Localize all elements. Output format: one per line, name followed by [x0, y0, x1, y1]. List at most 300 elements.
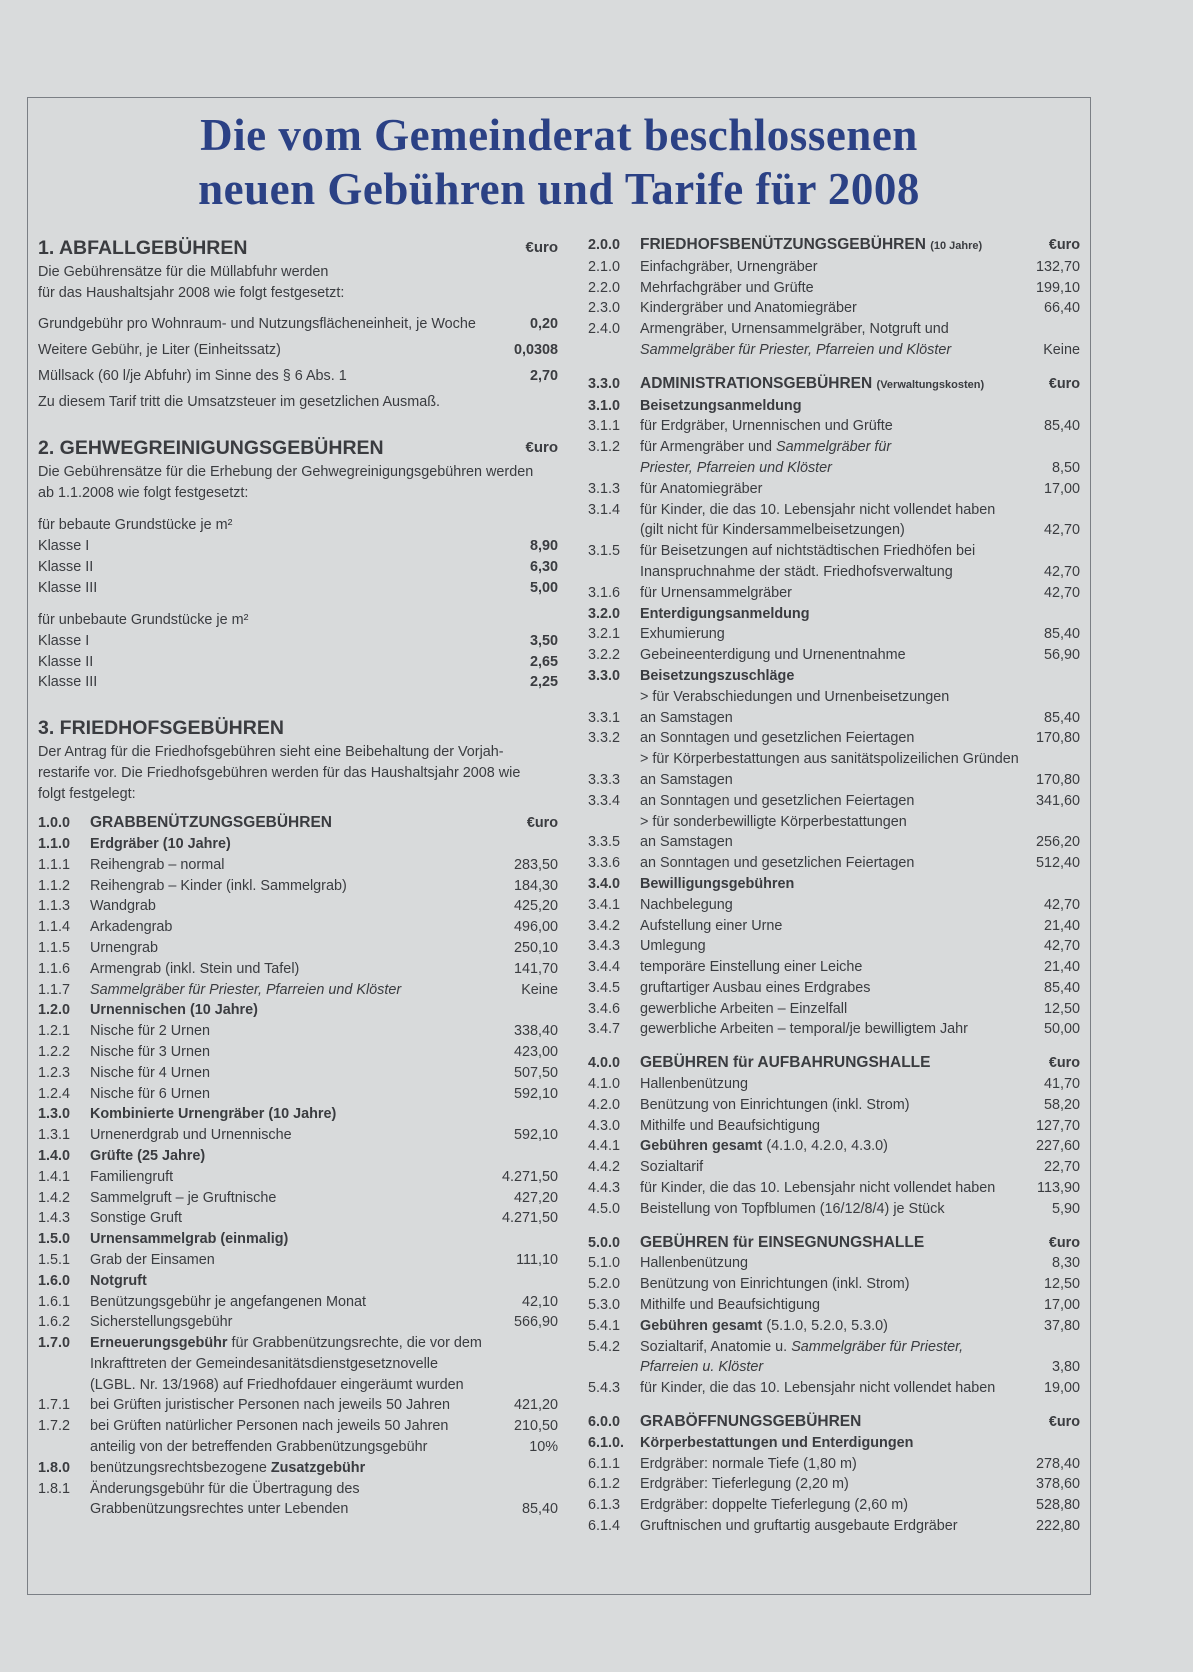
table-row	[38, 980, 558, 1001]
table-row	[588, 1495, 1080, 1516]
row-text	[640, 708, 1038, 729]
row-text-main: Reihengrab – normal	[90, 856, 225, 873]
row-text-main: gewerbliche Arbeiten – temporal/je bewilligtem Jahr	[640, 1021, 968, 1038]
table-row	[588, 936, 1080, 957]
row-text	[90, 876, 508, 897]
row-text	[640, 624, 1038, 645]
row-value: 283,50	[513, 856, 558, 873]
table-row	[38, 959, 558, 980]
table-row	[588, 1074, 1080, 1095]
row-value: 210,50	[513, 1418, 558, 1435]
row-number: 3.2.2	[588, 647, 621, 664]
row-text-bold: Gebühren gesamt	[640, 1317, 763, 1334]
section-1-intro-1: Die Gebührensätze für die Müllabfuhr werden	[38, 264, 329, 280]
row-text	[90, 1229, 552, 1250]
table-row	[588, 708, 1080, 729]
table-row	[38, 1208, 558, 1229]
bebaut-label: für bebaute Grundstücke je m²	[38, 517, 233, 534]
table-row	[38, 917, 558, 938]
unbebaut-label: für unbebaute Grundstücke je m²	[38, 611, 249, 628]
row-text-main: Benützung von Einrichtungen (inkl. Strom)	[640, 1096, 910, 1113]
table-row	[38, 1084, 558, 1105]
row-text-main: Nische für 4 Urnen	[90, 1064, 210, 1081]
row-value: 56,90	[1043, 647, 1080, 664]
row-text	[640, 1495, 1030, 1516]
row-text	[640, 458, 1046, 479]
section-3-intro-3: folgt festgelegt:	[38, 786, 136, 803]
table-row	[588, 1516, 1080, 1537]
table-row	[588, 437, 1080, 458]
table-section-heading	[588, 235, 1080, 257]
row-value: 222,80	[1035, 1518, 1080, 1535]
fee-label: Grundgebühr pro Wohnraum- und Nutzungsflächeneinheit, je Woche	[38, 316, 476, 332]
row-text	[640, 978, 1038, 999]
table-row	[588, 1295, 1080, 1316]
row-value: 85,40	[1043, 709, 1080, 726]
row-number: 3.1.3	[588, 480, 621, 497]
row-number: 3.3.6	[588, 855, 621, 872]
table-row	[588, 1378, 1080, 1399]
row-text	[90, 959, 508, 980]
table-row	[588, 1178, 1080, 1199]
row-text	[640, 936, 1038, 957]
row-number: 3.4.7	[588, 1021, 621, 1038]
row-text	[640, 1136, 1030, 1157]
row-text-main: für Kinder, die das 10. Lebensjahr nicht vollendet haben	[640, 1180, 996, 1197]
row-text	[640, 1433, 1074, 1454]
row-text-main: an Sonntagen und gesetzlichen Feiertagen	[640, 792, 915, 809]
table-row	[588, 1454, 1080, 1475]
row-value: 42,70	[1043, 938, 1080, 955]
table-row	[588, 1199, 1080, 1220]
row-text-main: Sammelgräber für Priester, Pfarreien und Klöster	[640, 341, 952, 358]
row-text-main: Sammelgruft – je Gruftnische	[90, 1189, 277, 1206]
row-text	[90, 1333, 552, 1354]
row-text	[640, 832, 1030, 853]
row-text-main: (5.1.0, 5.2.0, 5.3.0)	[762, 1317, 888, 1334]
row-number: 6.1.0.	[588, 1434, 625, 1451]
row-value: 21,40	[1043, 917, 1080, 934]
table-row	[588, 458, 1080, 479]
row-text-main: Armengrab (inkl. Stein und Tafel)	[90, 960, 300, 977]
row-text	[90, 1000, 552, 1021]
table-row	[38, 1229, 558, 1250]
row-number: 1.4.2	[38, 1189, 71, 1206]
row-value: 3,80	[1051, 1359, 1080, 1376]
row-text-main: Benützung von Einrichtungen (inkl. Strom)	[640, 1276, 910, 1293]
fee-row	[38, 652, 558, 673]
fee-value: 2,65	[529, 653, 558, 670]
table-row	[38, 1395, 558, 1416]
table-row	[588, 895, 1080, 916]
fee-value: 6,30	[529, 559, 558, 576]
row-text	[640, 999, 1038, 1020]
row-text-main: Inanspruchnahme der städt. Friedhofsverwaltung	[640, 563, 953, 580]
row-text	[640, 728, 1030, 749]
table-row	[588, 500, 1080, 521]
row-number: 5.1.0	[588, 1255, 621, 1272]
row-number: 1.1.5	[38, 939, 71, 956]
row-value: 50,00	[1043, 1021, 1080, 1038]
row-number: 4.0.0	[588, 1055, 621, 1072]
row-text	[90, 1271, 552, 1292]
fee-value: 3,50	[529, 632, 558, 649]
row-text-main: > für sonderbewilligte Körperbestattungen	[640, 813, 907, 830]
row-text-main: Sozialtarif, Anatomie u.	[640, 1338, 792, 1355]
row-value: 592,10	[513, 1085, 558, 1102]
fee-table-right	[588, 235, 1080, 1537]
row-text-main: Einfachgräber, Urnengräber	[640, 258, 818, 275]
section-2-title: 2. GEHWEGREINIGUNGSGEBÜHREN	[38, 437, 384, 460]
fee-row	[38, 672, 558, 693]
row-text	[640, 1019, 1038, 1040]
table-row	[588, 1474, 1080, 1495]
row-text-main: für Armengräber und	[640, 439, 776, 456]
row-value: 66,40	[1043, 300, 1080, 317]
row-text	[640, 1378, 1038, 1399]
row-text-main: Wandgrab	[90, 898, 156, 915]
row-text	[90, 896, 508, 917]
fee-row	[38, 314, 558, 335]
row-value: 42,70	[1043, 522, 1080, 539]
row-number: 1.8.1	[38, 1480, 71, 1497]
row-value: 184,30	[513, 877, 558, 894]
row-number: 3.4.3	[588, 938, 621, 955]
row-text-italic: Sammelgräber für	[776, 439, 892, 456]
fee-label: Klasse III	[38, 579, 98, 596]
row-text-bold: Gebühren gesamt	[640, 1138, 763, 1155]
row-text	[90, 1042, 508, 1063]
row-value: 170,80	[1035, 730, 1080, 747]
row-text-main: Nische für 3 Urnen	[90, 1043, 210, 1060]
row-value: 507,50	[513, 1064, 558, 1081]
table-row	[588, 1019, 1080, 1040]
row-value: 8,50	[1051, 459, 1080, 476]
table-row	[588, 791, 1080, 812]
row-number: 3.3.5	[588, 834, 621, 851]
table-row	[588, 1357, 1080, 1378]
row-value: 17,00	[1043, 1297, 1080, 1314]
row-text	[640, 1274, 1038, 1295]
table-section-heading	[38, 813, 558, 834]
row-text	[90, 1458, 552, 1479]
row-text	[640, 749, 1074, 770]
row-text-main: Arkadengrab	[90, 919, 173, 936]
table-row	[588, 749, 1080, 770]
row-text	[640, 687, 1074, 708]
row-text-main: Notgruft	[90, 1272, 147, 1289]
row-value: 199,10	[1035, 279, 1080, 296]
row-number: 4.2.0	[588, 1096, 621, 1113]
row-number: 4.1.0	[588, 1076, 621, 1093]
row-text-main: für Urnensammelgräber	[640, 584, 792, 601]
row-text	[640, 1116, 1030, 1137]
row-value: 58,20	[1043, 1096, 1080, 1113]
row-number: 1.2.4	[38, 1085, 71, 1102]
row-text	[90, 1084, 508, 1105]
fee-row	[38, 557, 558, 578]
row-text	[640, 257, 1030, 278]
table-row	[588, 1253, 1080, 1274]
row-number: 6.1.3	[588, 1497, 621, 1514]
row-text-bold: Erneuerungsgebühr	[90, 1335, 228, 1352]
row-value: 21,40	[1043, 959, 1080, 976]
fee-label: Weitere Gebühr, je Liter (Einheitssatz)	[38, 341, 281, 358]
row-text-main: Bewilligungsgebühren	[640, 875, 795, 892]
table-row	[588, 916, 1080, 937]
row-text-main: Beisetzungsanmeldung	[640, 397, 802, 414]
row-value: 250,10	[513, 939, 558, 956]
section-1-currency: €uro	[525, 239, 558, 256]
row-text-main: Grüfte (25 Jahre)	[90, 1147, 206, 1164]
row-number: 5.4.2	[588, 1338, 621, 1355]
row-number: 3.2.1	[588, 626, 621, 643]
row-text	[640, 916, 1038, 937]
row-number: 3.4.5	[588, 979, 621, 996]
row-text	[640, 1295, 1038, 1316]
row-text	[640, 1412, 1043, 1433]
table-row	[588, 1095, 1080, 1116]
row-text-main: Grab der Einsamen	[90, 1251, 215, 1268]
row-text	[640, 1357, 1046, 1378]
row-number: 3.3.3	[588, 771, 621, 788]
row-number: 6.1.2	[588, 1476, 621, 1493]
row-value: 5,90	[1051, 1200, 1080, 1217]
table-row	[588, 340, 1080, 361]
row-text-main: Familiengruft	[90, 1168, 174, 1185]
table-row	[588, 520, 1080, 541]
table-row	[588, 604, 1080, 625]
table-row	[588, 416, 1080, 437]
row-number: 2.3.0	[588, 300, 621, 317]
table-row	[588, 666, 1080, 687]
row-text	[90, 855, 508, 876]
row-value: 85,40	[1043, 626, 1080, 643]
row-text	[640, 562, 1038, 583]
table-row	[38, 1042, 558, 1063]
row-number: 1.1.0	[38, 835, 71, 852]
row-text-main: Beistellung von Topfblumen (16/12/8/4) je Stück	[640, 1200, 945, 1217]
table-row	[588, 770, 1080, 791]
row-text-main: für Kinder, die das 10. Lebensjahr nicht vollendet haben	[640, 501, 996, 518]
document-frame	[27, 97, 1091, 1595]
row-text	[640, 853, 1030, 874]
table-row	[38, 1188, 558, 1209]
row-text-main: Urnenerdgrab und Urnennische	[90, 1127, 292, 1144]
row-text	[90, 917, 508, 938]
table-section-heading	[588, 1412, 1080, 1433]
row-number: 6.0.0	[588, 1414, 621, 1431]
row-number: 3.3.4	[588, 792, 621, 809]
row-number: 5.4.1	[588, 1317, 621, 1334]
row-text-main: Armengräber, Urnensammelgräber, Notgruft und	[640, 321, 949, 338]
table-row	[38, 1333, 558, 1354]
row-text-main: Hallenbenützung	[640, 1255, 749, 1272]
row-number: 1.4.1	[38, 1168, 71, 1185]
row-text-main: an Samstagen	[640, 709, 733, 726]
row-number: 1.1.3	[38, 898, 71, 915]
row-text-main: Benützungsgebühr je angefangenen Monat	[90, 1293, 367, 1310]
row-value: Keine	[521, 981, 558, 998]
row-number: 3.2.0	[588, 605, 621, 622]
row-number: 5.2.0	[588, 1276, 621, 1293]
row-number: 1.7.2	[38, 1418, 71, 1435]
row-number: 1.5.0	[38, 1231, 71, 1248]
row-value: 85,40	[1043, 418, 1080, 435]
row-text	[90, 1125, 508, 1146]
table-row	[588, 396, 1080, 417]
table-row	[588, 624, 1080, 645]
row-text	[640, 479, 1038, 500]
row-text-main: Exhumierung	[640, 626, 725, 643]
row-text-main: Sonstige Gruft	[90, 1210, 182, 1227]
table-row	[38, 1437, 558, 1458]
row-text-main: Änderungsgebühr für die Übertragung des	[90, 1480, 360, 1497]
row-text	[640, 319, 1074, 340]
row-number: 1.2.2	[38, 1043, 71, 1060]
fee-value: 0,20	[529, 316, 558, 332]
table-row	[588, 541, 1080, 562]
row-value: 341,60	[1035, 792, 1080, 809]
row-text	[640, 770, 1030, 791]
row-text	[90, 1395, 508, 1416]
row-text-main: Sozialtarif	[640, 1159, 704, 1176]
table-row	[38, 896, 558, 917]
row-text	[90, 1354, 552, 1375]
row-value: 4.271,50	[501, 1168, 558, 1185]
table-row	[588, 1316, 1080, 1337]
row-value: 421,20	[513, 1397, 558, 1414]
fee-label: Klasse III	[38, 674, 98, 691]
row-number: 4.4.1	[588, 1138, 621, 1155]
row-text-main: (4.1.0, 4.2.0, 4.3.0)	[762, 1138, 888, 1155]
row-text	[640, 1178, 1031, 1199]
row-text	[90, 1499, 516, 1520]
table-row	[38, 1499, 558, 1520]
row-number: 1.1.4	[38, 919, 71, 936]
row-number: 2.4.0	[588, 321, 621, 338]
table-row	[588, 853, 1080, 874]
row-text	[90, 1208, 496, 1229]
row-value: 127,70	[1035, 1117, 1080, 1134]
row-text-main: Nische für 6 Urnen	[90, 1085, 210, 1102]
row-text	[640, 604, 1074, 625]
row-number: 1.7.1	[38, 1397, 71, 1414]
row-text	[90, 1021, 508, 1042]
row-value: 12,50	[1043, 1000, 1080, 1017]
row-text	[640, 791, 1030, 812]
row-number: 4.5.0	[588, 1200, 621, 1217]
row-text	[90, 1416, 508, 1437]
row-text-note: (Verwaltungskosten)	[876, 378, 985, 391]
table-row	[38, 855, 558, 876]
row-number: 1.2.0	[38, 1002, 71, 1019]
row-number: 1.0.0	[38, 815, 71, 832]
row-number: 4.4.3	[588, 1180, 621, 1197]
row-value: 37,80	[1043, 1317, 1080, 1334]
row-number: 1.3.1	[38, 1127, 71, 1144]
row-number: 3.1.6	[588, 584, 621, 601]
table-row	[38, 1271, 558, 1292]
row-text	[640, 396, 1074, 417]
table-row	[38, 1146, 558, 1167]
row-value: 528,80	[1035, 1497, 1080, 1514]
row-text	[640, 957, 1038, 978]
fee-value: 2,25	[529, 674, 558, 691]
row-number: 4.4.2	[588, 1159, 621, 1176]
row-value: 85,40	[521, 1501, 558, 1518]
table-section-heading	[588, 1053, 1080, 1074]
row-text-main: Sammelgräber für Priester, Pfarreien und Klöster	[90, 981, 402, 998]
table-row	[38, 1479, 558, 1500]
row-value: 17,00	[1043, 480, 1080, 497]
section-3-title: 3. FRIEDHOFSGEBÜHREN	[38, 717, 284, 740]
table-row	[38, 938, 558, 959]
section-3-heading	[38, 715, 558, 741]
fee-label: Klasse II	[38, 559, 94, 576]
row-number: 1.6.2	[38, 1314, 71, 1331]
row-value: 423,00	[513, 1043, 558, 1060]
table-row	[588, 257, 1080, 278]
row-text-main: (gilt nicht für Kindersammelbeisetzungen)	[640, 522, 905, 539]
row-text-main: Enterdigungsanmeldung	[640, 605, 810, 622]
row-text-main: Körperbestattungen und Enterdigungen	[640, 1434, 914, 1451]
table-row	[588, 298, 1080, 319]
row-text-main: Kombinierte Urnengräber (10 Jahre)	[90, 1106, 337, 1123]
row-value: 10%	[529, 1439, 558, 1456]
table-row	[588, 728, 1080, 749]
table-row	[588, 978, 1080, 999]
row-number: 2.2.0	[588, 279, 621, 296]
row-text-main: an Sonntagen und gesetzlichen Feiertagen	[640, 855, 915, 872]
table-row	[38, 1250, 558, 1271]
row-value: 113,90	[1037, 1180, 1080, 1197]
row-text-main: Sicherstellungsgebühr	[90, 1314, 233, 1331]
row-text-main: bei Grüften natürlicher Personen nach jeweils 50 Jahren	[90, 1418, 449, 1435]
row-number: 1.7.0	[38, 1335, 71, 1352]
row-text	[640, 541, 1074, 562]
row-text	[90, 980, 515, 1001]
row-text-main: für Kinder, die das 10. Lebensjahr nicht vollendet haben	[640, 1380, 996, 1397]
fee-row	[38, 631, 558, 652]
row-text	[640, 298, 1038, 319]
row-value: 4.271,50	[501, 1210, 558, 1227]
title-line-1: Die vom Gemeinderat beschlossenen	[200, 110, 918, 160]
row-value: €uro	[526, 815, 558, 832]
row-value: 378,60	[1035, 1476, 1080, 1493]
table-row	[588, 562, 1080, 583]
row-text-main: Beisetzungszuschläge	[640, 667, 795, 684]
row-text	[640, 1074, 1038, 1095]
row-text	[90, 1312, 508, 1333]
row-text-main: gewerbliche Arbeiten – Einzelfall	[640, 1000, 848, 1017]
row-value: 42,70	[1043, 896, 1080, 913]
row-text-main: > für Körperbestattungen aus sanitätspolizeilichen Gründen	[640, 751, 1019, 768]
table-row	[588, 479, 1080, 500]
row-number: 6.1.1	[588, 1455, 621, 1472]
row-text-main: Reihengrab – Kinder (inkl. Sammelgrab)	[90, 877, 347, 894]
row-value: 425,20	[513, 898, 558, 915]
row-text	[640, 500, 1074, 521]
grabbenuetzung-table	[38, 813, 558, 1520]
row-number: 1.3.0	[38, 1106, 71, 1123]
section-1-heading	[38, 235, 558, 261]
row-number: 1.2.1	[38, 1023, 71, 1040]
row-text-main: Mithilfe und Beaufsichtigung	[640, 1297, 820, 1314]
row-text	[640, 1199, 1046, 1220]
table-row	[588, 687, 1080, 708]
fee-row	[38, 340, 558, 361]
